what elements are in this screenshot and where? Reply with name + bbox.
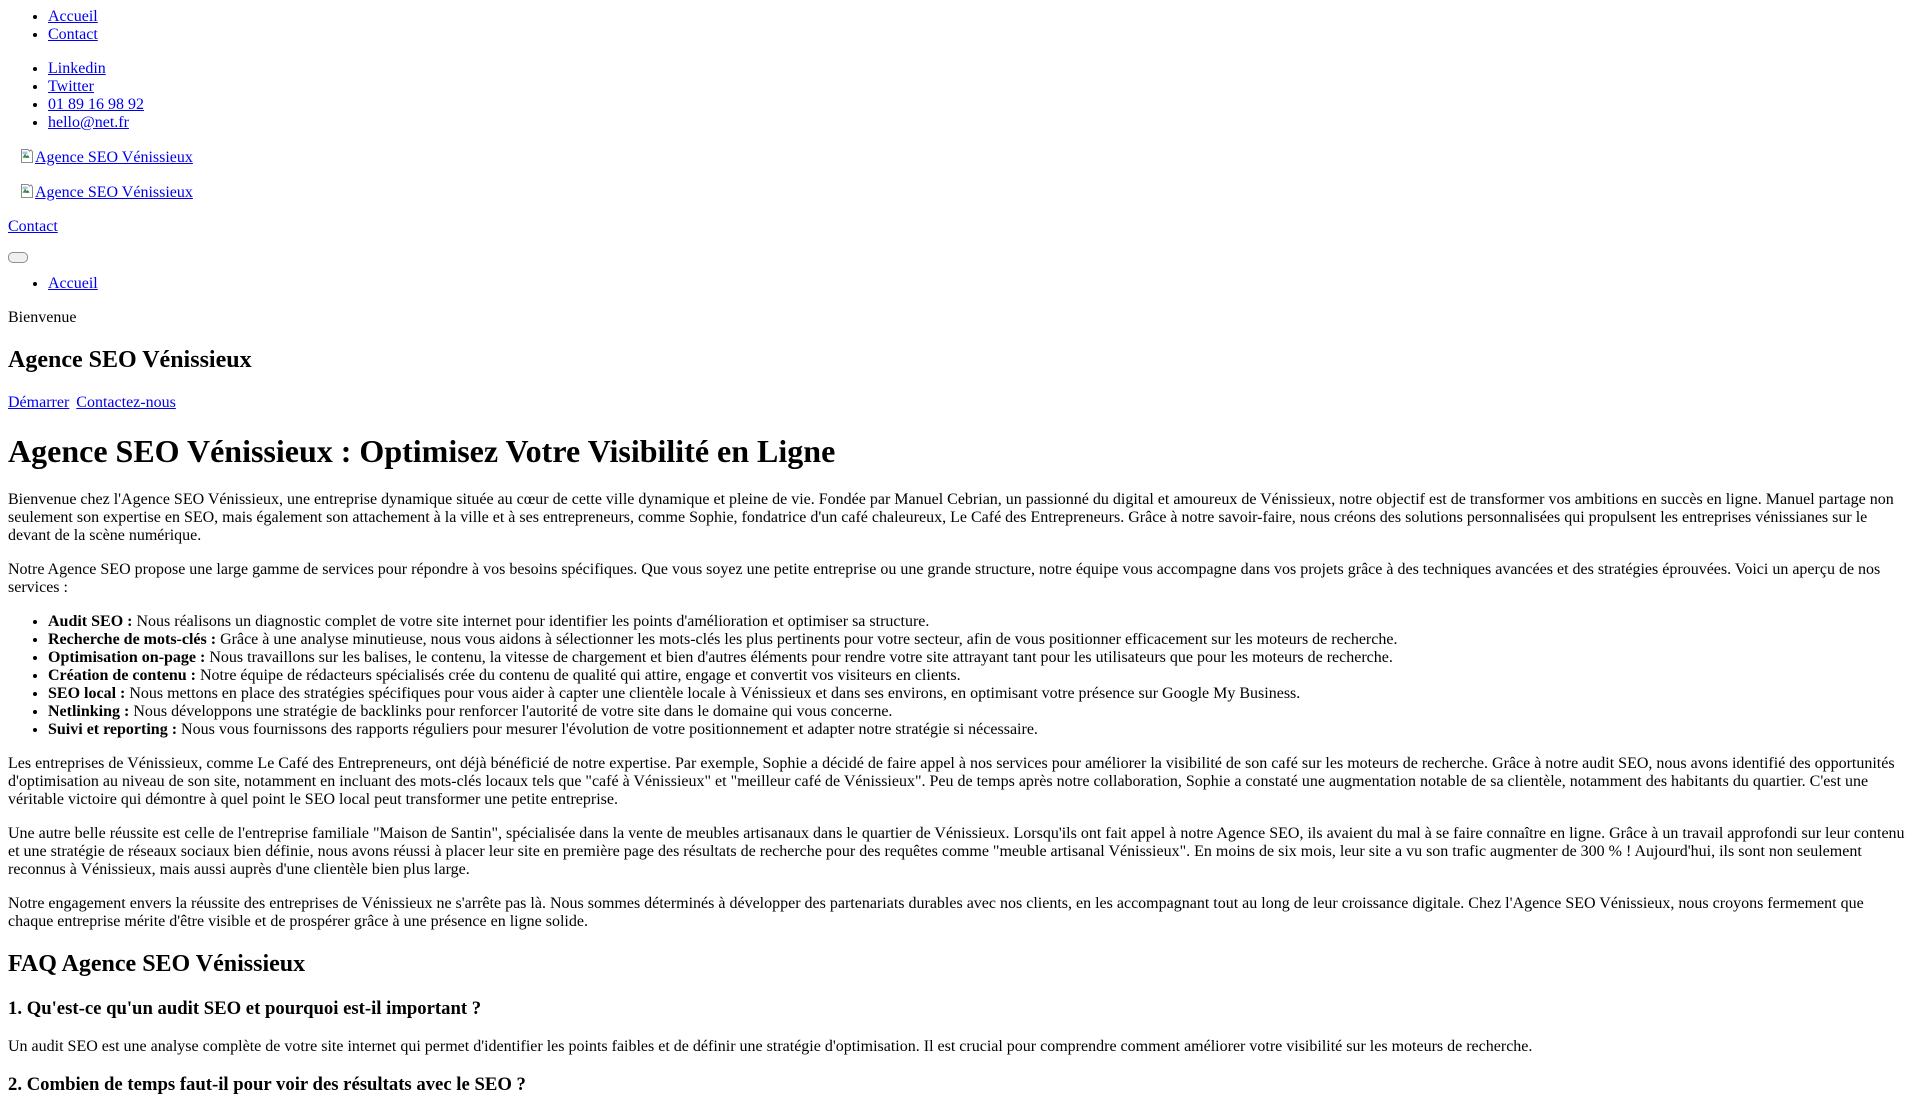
social-nav-item <box>48 96 1912 114</box>
case-study-paragraph-1: Les entreprises de Vénissieux, comme Le Café des Entrepreneurs, ont déjà bénéficié de notre expertise. Par exemple, Sophie a décidé de faire appel à nos services pour améliorer la visibilité de son café sur les moteurs de recherche. Grâce à notre audit SEO, nous avons identifié des opportunités d'optimisation au niveau de son site, notamment en incluant des mots-clés locaux tels que "café à Vénissieux" et "meilleur café de Vénissieux". Peu de temps après notre collaboration, Sophie a constaté une augmentation notable de sa clientèle, notamment des habitants du quartier. C'est une véritable victoire qui démontre à quel point le SEO local peut transformer une petite entreprise. <box>8 755 1895 808</box>
top-nav-link-accueil[interactable]: Accueil <box>48 8 98 25</box>
logo-line-1 <box>8 148 1912 167</box>
page-title: Agence SEO Vénissieux : Optimisez Votre Visibilité en Ligne <box>8 433 836 469</box>
cta-line <box>8 394 1912 412</box>
service-item-creation-de-contenu <box>48 667 1912 685</box>
service-label: Recherche de mots-clés : <box>48 631 217 648</box>
service-item-seo-local <box>48 685 1912 703</box>
intro-paragraph-1: Bienvenue chez l'Agence SEO Vénissieux, une entreprise dynamique située au cœur de cette ville dynamique et pleine de vie. Fondée par Manuel Cebrian, un passionné du digital et amoureux de Vénissieux, notre objectif est de transformer vos ambitions en succès en ligne. Manuel partage non seulement son expertise en SEO, mais également son attachement à la ville et à ses entrepreneurs, comme Sophie, fondatrice d'un café chaleureux, Le Café des Entrepreneurs. Grâce à notre savoir-faire, nous créons des solutions personnalisées qui propulsent les entreprises vénissianes sur le devant de la scène numérique. <box>8 491 1894 544</box>
faq-question-2: 2. Combien de temps faut-il pour voir des résultats avec le SEO ? <box>8 1074 526 1095</box>
case-study-paragraph-2: Une autre belle réussite est celle de l'entreprise familiale "Maison de Santin", spécialisée dans la vente de meubles artisanaux dans le quartier de Vénissieux. Lorsqu'ils ont fait appel à notre Agence SEO, ils avaient du mal à se faire connaître en ligne. Grâce à un travail approfondi sur leur contenu et une stratégie de réseaux sociaux bien définie, nous avons réussi à placer leur site en première page des résultats de recherche pour des requêtes comme "meuble artisanal Vénissieux". En moins de six mois, leur site a vu son trafic augmenter de 300 % ! Aujourd'hui, ils sont non seulement reconnus à Vénissieux, mais aussi auprès d'une clientèle bien plus large. <box>8 825 1905 878</box>
social-nav-item <box>48 60 1912 78</box>
top-nav-item-accueil <box>48 8 1912 26</box>
service-label: SEO local : <box>48 685 126 702</box>
header-contact-line <box>8 218 1912 236</box>
service-label: Optimisation on-page : <box>48 649 206 666</box>
service-text: Nous réalisons un diagnostic complet de votre site internet pour identifier les points d'amélioration et optimiser sa structure. <box>136 613 930 630</box>
faq-question-1: 1. Qu'est-ce qu'un audit SEO et pourquoi est-il important ? <box>8 998 482 1019</box>
service-text: Notre équipe de rédacteurs spécialisés crée du contenu de qualité qui attire, engage et convertit vos visiteurs en clients. <box>199 667 961 684</box>
service-label: Netlinking : <box>48 703 130 720</box>
services-list <box>8 613 1912 739</box>
faq-answer-1: Un audit SEO est une analyse complète de votre site internet qui permet d'identifier les points faibles et de définir une stratégie d'optimisation. Il est crucial pour comprendre comment améliorer votre visibilité sur les moteurs de recherche. <box>8 1038 1533 1055</box>
broken-image-icon <box>19 148 35 164</box>
service-text: Nous mettons en place des stratégies spécifiques pour vous aider à capter une clientèle locale à Vénissieux et dans ses environs, en optimisant votre présence sur Google My Business. <box>129 685 1301 702</box>
service-text: Nous vous fournissons des rapports réguliers pour mesurer l'évolution de votre positionnement et adapter notre stratégie si nécessaire. <box>181 721 1038 738</box>
faq-title: FAQ Agence SEO Vénissieux <box>8 951 306 977</box>
social-nav-item <box>48 78 1912 96</box>
logo-alt-text: Agence SEO Vénissieux <box>35 149 193 166</box>
service-text: Nous travaillons sur les balises, le contenu, la vitesse de chargement et bien d'autres éléments pour rendre votre site attrayant tant pour les utilisateurs que pour les moteurs de recherche. <box>209 649 1393 666</box>
logo-link-2[interactable] <box>19 184 193 201</box>
service-item-netlinking <box>48 703 1912 721</box>
logo-line-2 <box>8 183 1912 202</box>
broken-image-icon <box>19 183 35 199</box>
service-label: Audit SEO : <box>48 613 133 630</box>
top-nav-link-contact[interactable]: Contact <box>48 26 98 43</box>
header-contact-link[interactable]: Contact <box>8 218 58 235</box>
social-nav-item <box>48 114 1912 132</box>
site-title: Agence SEO Vénissieux <box>8 347 252 373</box>
mobile-nav-link-accueil[interactable]: Accueil <box>48 275 98 292</box>
top-nav <box>8 8 1912 44</box>
twitter-link[interactable]: Twitter <box>48 78 94 95</box>
service-item-optimisation-on-page <box>48 649 1912 667</box>
welcome-text: Bienvenue <box>8 309 77 326</box>
service-text: Nous développons une stratégie de backlinks pour renforcer l'autorité de votre site dans le domaine qui vous concerne. <box>133 703 893 720</box>
social-nav <box>8 60 1912 132</box>
intro-paragraph-2: Notre Agence SEO propose une large gamme de services pour répondre à vos besoins spécifiques. Que vous soyez une petite entreprise ou une grande structure, notre équipe vous accompagne dans vos projets grâce à des techniques avancées et des stratégies éprouvées. Voici un aperçu de nos services : <box>8 561 1881 596</box>
service-text: Grâce à une analyse minutieuse, nous vous aidons à sélectionner les mots-clés les plus pertinents pour votre secteur, afin de vous positionner efficacement sur les moteurs de recherche. <box>220 631 1398 648</box>
service-item-suivi-et-reporting <box>48 721 1912 739</box>
mobile-nav <box>8 275 1912 293</box>
mobile-nav-item-accueil <box>48 275 1912 293</box>
commitment-paragraph: Notre engagement envers la réussite des entreprises de Vénissieux ne s'arrête pas là. Nous sommes déterminés à développer des partenariats durables avec nos clients, en les accompagnant tout au long de leur croissance digitale. Chez l'Agence SEO Vénissieux, nous croyons fermement que chaque entreprise mérite d'être visible et de prospérer grâce à une présence en ligne solide. <box>8 895 1864 930</box>
logo-alt-text: Agence SEO Vénissieux <box>35 184 193 201</box>
cta-contactez-nous[interactable]: Contactez-nous <box>76 394 176 411</box>
linkedin-link[interactable]: Linkedin <box>48 60 106 77</box>
service-item-audit-seo <box>48 613 1912 631</box>
service-item-recherche-mots-cles <box>48 631 1912 649</box>
service-label: Suivi et reporting : <box>48 721 178 738</box>
top-nav-item-contact <box>48 26 1912 44</box>
logo-link-1[interactable] <box>19 149 193 166</box>
menu-toggle-button[interactable] <box>8 252 28 263</box>
cta-demarrer[interactable]: Démarrer <box>8 394 70 411</box>
phone-link[interactable]: 01 89 16 98 92 <box>48 96 144 113</box>
email-link[interactable]: hello@net.fr <box>48 114 129 131</box>
service-label: Création de contenu : <box>48 667 196 684</box>
